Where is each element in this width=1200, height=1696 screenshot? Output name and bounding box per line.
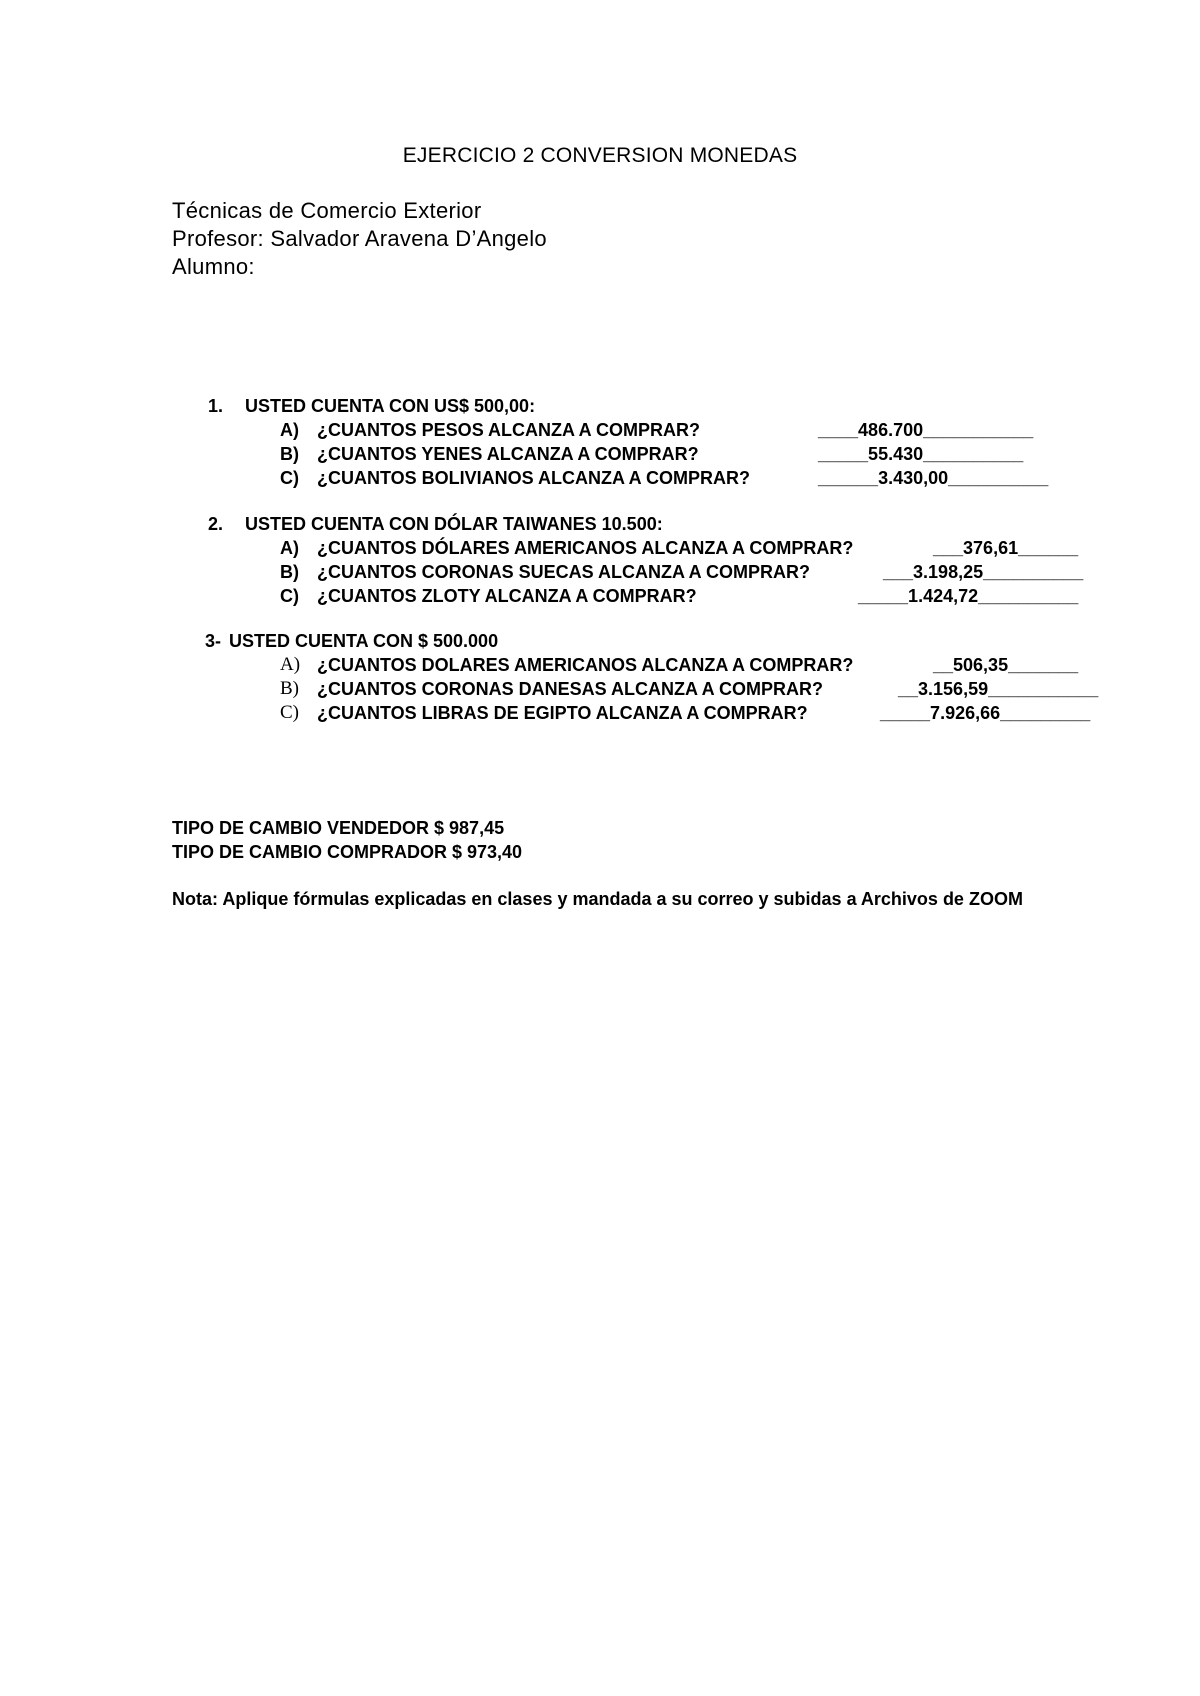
answer-field: __506,35_______ xyxy=(933,655,1079,675)
question-text: ¿CUANTOS YENES ALCANZA A COMPRAR? xyxy=(317,444,699,464)
question-letter: B) xyxy=(280,678,299,699)
answer-field: _____1.424,72__________ xyxy=(858,586,1079,606)
question-letter: B) xyxy=(280,562,299,582)
question-text: ¿CUANTOS DÓLARES AMERICANOS ALCANZA A COMPRAR? xyxy=(317,538,854,558)
question-letter: A) xyxy=(280,654,301,675)
answer-field: _____55.430__________ xyxy=(818,444,1024,464)
question-letter: A) xyxy=(280,538,299,558)
question-letter: A) xyxy=(280,420,299,440)
answer-field: ____486.700___________ xyxy=(818,420,1034,440)
answer-field: ___3.198,25__________ xyxy=(883,562,1084,582)
answer-field: __3.156,59___________ xyxy=(898,679,1099,699)
question-letter: B) xyxy=(280,444,299,464)
question-letter: C) xyxy=(280,586,299,606)
question-text: ¿CUANTOS DOLARES AMERICANOS ALCANZA A COMPRAR? xyxy=(317,655,854,675)
professor-name: Profesor: Salvador Aravena D’Angelo xyxy=(172,226,547,251)
section-number: 1. xyxy=(208,396,224,416)
document-title: EJERCICIO 2 CONVERSION MONEDAS xyxy=(402,144,798,167)
seller-exchange-rate: TIPO DE CAMBIO VENDEDOR $ 987,45 xyxy=(172,818,505,838)
section-number: 3- xyxy=(205,631,222,651)
question-text: ¿CUANTOS CORONAS SUECAS ALCANZA A COMPRAR? xyxy=(317,562,810,582)
section-heading: USTED CUENTA CON US$ 500,00: xyxy=(245,396,536,416)
question-text: ¿CUANTOS CORONAS DANESAS ALCANZA A COMPRAR? xyxy=(317,679,823,699)
question-letter: C) xyxy=(280,702,299,723)
question-letter: C) xyxy=(280,468,299,488)
note-text: Nota: Aplique fórmulas explicadas en clases y mandada a su correo y subidas a Archivos de ZOOM xyxy=(172,889,1023,909)
course-name: Técnicas de Comercio Exterior xyxy=(172,198,482,223)
answer-field: ___376,61______ xyxy=(933,538,1079,558)
question-text: ¿CUANTOS PESOS ALCANZA A COMPRAR? xyxy=(317,420,701,440)
answer-field: _____7.926,66_________ xyxy=(880,703,1091,723)
student-label: Alumno: xyxy=(172,254,255,279)
section-heading: USTED CUENTA CON $ 500.000 xyxy=(229,631,499,651)
question-text: ¿CUANTOS LIBRAS DE EGIPTO ALCANZA A COMPRAR? xyxy=(317,703,808,723)
question-text: ¿CUANTOS BOLIVIANOS ALCANZA A COMPRAR? xyxy=(317,468,750,488)
answer-field: ______3.430,00__________ xyxy=(818,468,1049,488)
section-heading: USTED CUENTA CON DÓLAR TAIWANES 10.500: xyxy=(245,514,663,534)
question-text: ¿CUANTOS ZLOTY ALCANZA A COMPRAR? xyxy=(317,586,697,606)
section-number: 2. xyxy=(208,514,224,534)
buyer-exchange-rate: TIPO DE CAMBIO COMPRADOR $ 973,40 xyxy=(172,842,523,862)
